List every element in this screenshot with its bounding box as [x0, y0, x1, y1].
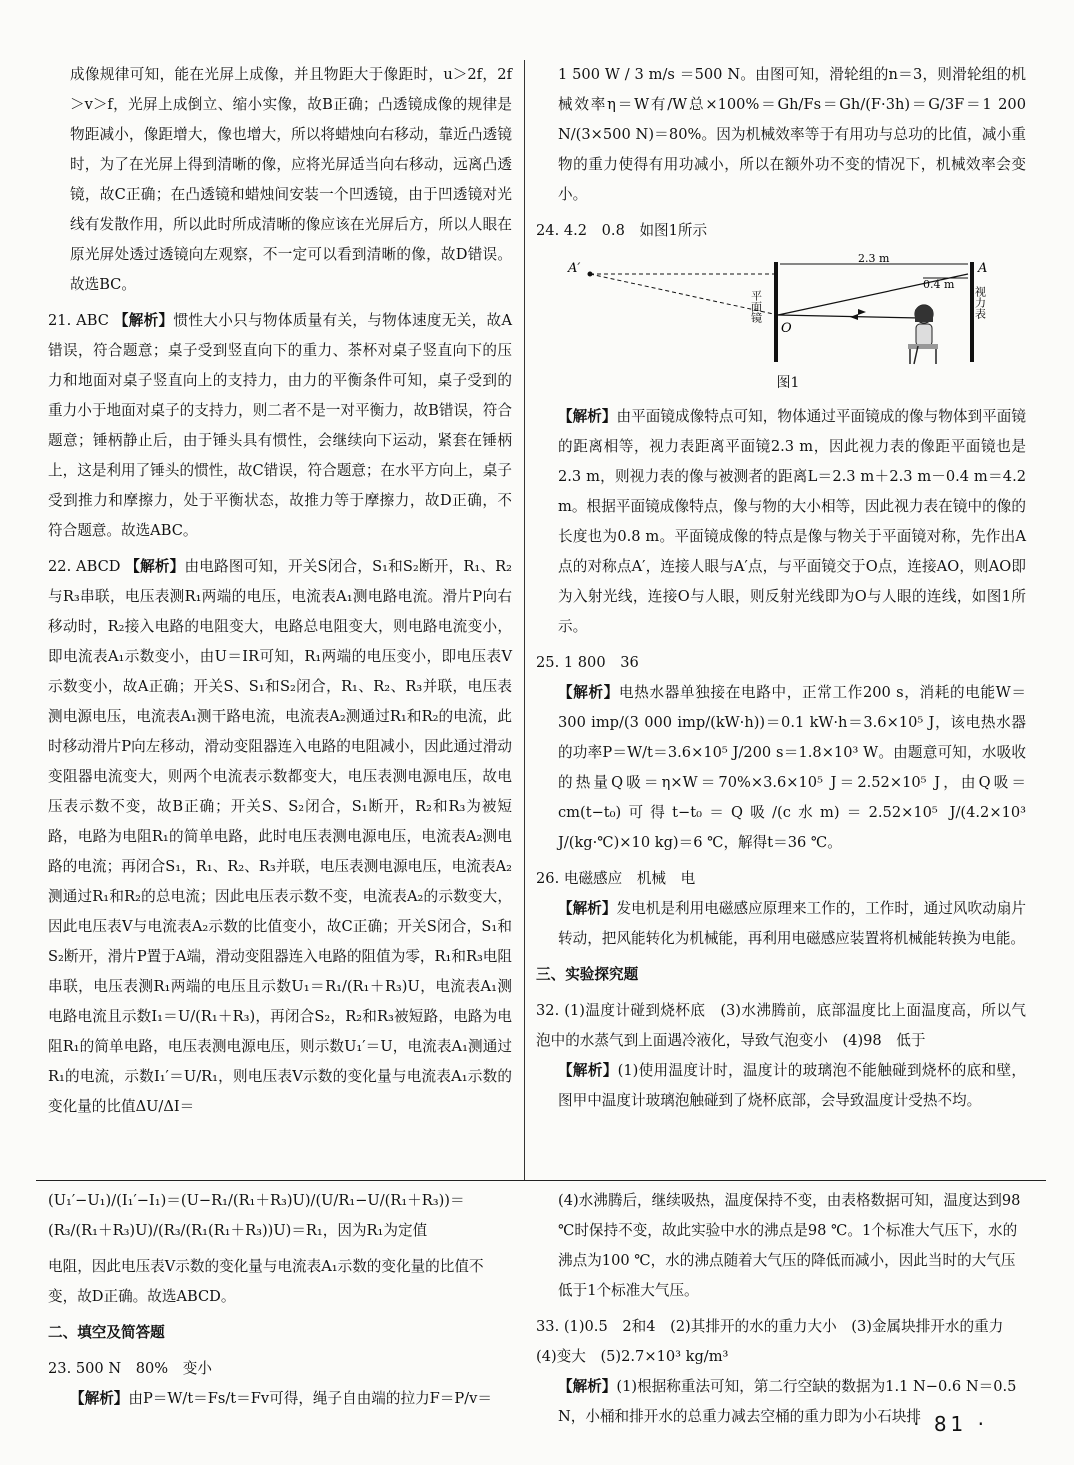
dim-2-3m: 2.3 m — [858, 252, 890, 265]
q26-analysis-text: 发电机是利用电磁感应原理来工作的，工作时，通过风吹动扇片转动，把风能转化为机械能，再利用电磁感应装置将机械能转换为电能。 — [558, 900, 1026, 947]
q22-conclusion: 电阻，因此电压表V示数的变化量与电流表A₁示数的变化量的比值不变，故D正确。故选ABCD。 — [48, 1258, 484, 1305]
q22-number: 22. ABCD — [48, 558, 121, 575]
label-a: A — [978, 261, 988, 276]
label-a-prime: A′ — [568, 261, 581, 276]
label-o: O — [781, 321, 792, 336]
q25-analysis-label: 【解析】 — [558, 684, 619, 701]
q33-analysis-text: (1)根据称重法可知，第二行空缺的数据为1.1 N−0.6 N＝0.5 N，小桶和排开水的总重力减去空桶的重力即为小石块排 — [558, 1378, 1017, 1425]
q22-analysis-label: 【解析】 — [125, 558, 185, 575]
label-chart: 视力表 — [973, 286, 987, 319]
horizontal-divider — [36, 1180, 1046, 1181]
q25-analysis — [536, 678, 1026, 858]
q23-analysis-text: 由P＝W/t＝Fs/t＝Fv可得，绳子自由端的拉力F＝P/v＝ — [128, 1390, 492, 1407]
left-column — [48, 60, 512, 1128]
q21-analysis-text: 惯性大小只与物体质量有关，与物体速度无关，故A错误，符合题意；桌子受到竖直向下的重力、茶杯对桌子竖直向下的压力和地面对桌子竖直向上的支持力，由力的平衡条件可知，桌子受到的重力小于地面对桌子的支持力，则二者不是一对平衡力，故B错误，符合题意；锤柄静止后，由于锤头具有惯性，会继续向下运动，紧套在锤柄上，这是利用了锤头的惯性，故C错误，符合题意；在水平方向上，桌子受到推力和摩擦力，处于平衡状态，故推力等于摩擦力，故D正确，不符合题意。故选ABC。 — [48, 312, 512, 539]
q32-answer: 32. (1)温度计碰到烧杯底 (3)水沸腾前，底部温度比上面温度高，所以气泡中的水蒸气到上面遇冷液化，导致气泡变小 (4)98 低于 — [536, 1002, 1026, 1049]
section-3-heading: 三、实验探究题 — [536, 966, 639, 983]
q26-analysis-label: 【解析】 — [558, 900, 617, 917]
person-seated-illustration — [908, 305, 938, 364]
q32-analysis — [536, 1056, 1026, 1116]
right-column — [536, 60, 1026, 1122]
figure-caption: 图1 — [776, 375, 800, 391]
q32-analysis-text: (1)使用温度计时，温度计的玻璃泡不能触碰到烧杯的底和壁，图甲中温度计玻璃泡触碰到了烧杯底部，会导致温度计受热不均。 — [558, 1062, 1026, 1109]
figure-1-mirror-diagram — [558, 252, 1018, 398]
q23-analysis — [48, 1384, 512, 1414]
plane-mirror — [774, 262, 778, 362]
incident-ray — [778, 274, 968, 315]
bottom-left-block — [48, 1186, 512, 1420]
q24-answer: 24. 4.2 0.8 如图1所示 — [536, 222, 708, 239]
q21-answer — [48, 306, 512, 546]
dim-0-4m: 0.4 m — [923, 278, 955, 291]
q25-analysis-text: 电热水器单独接在电路中，正常工作200 s，消耗的电能W＝300 imp/(3 000 imp/(kW·h))＝0.1 kW·h＝3.6×10⁵ J，该电热水器的功率P＝W/t＝3.6×10⁵ J/200 s＝1.8×10³ W。由题意可知，水吸收的热量Q吸＝η×W＝70%×3.6×10⁵ J＝2.52×10⁵ J，由Q吸＝cm(t−t₀)可得t−t₀＝Q吸/(c水m)＝2.52×10⁵ J/(4.2×10³ J/(kg·℃)×10 kg)＝6 ℃，解得t＝36 ℃。 — [558, 684, 1026, 851]
arrow-reflected — [850, 314, 858, 320]
reflected-ray — [778, 315, 920, 318]
q22-formula: (U₁′−U₁)/(I₁′−I₁)＝(U−R₁/(R₁＋R₃)U)/(U/R₁−U/(R₁＋R₃))＝(R₃/(R₁＋R₃)U)/(R₃/(R₁(R₁＋R₃))U)＝R₁，因为R₁为定值 — [48, 1192, 465, 1239]
q26-answer: 26. 电磁感应 机械 电 — [536, 870, 696, 887]
q21-number: 21. ABC — [48, 312, 109, 329]
column-divider — [524, 60, 525, 1180]
q24-analysis-text: 由平面镜成像特点可知，物体通过平面镜成的像与物体到平面镜的距离相等，视力表距离平面镜2.3 m，因此视力表的像距平面镜也是2.3 m，则视力表的像与被测者的距离L＝2.3 m＋2.3 m－0.4 m＝4.2 m。根据平面镜成像特点，像与物的大小相等，因此视力表在镜中的像的长度也为0.8 m。平面镜成像的特点是像与物关于平面镜对称，先作出A点的对称点A′，连接人眼与A′点，与平面镜交于O点，连接AO，则AO即为入射光线，连接O与人眼，则反射光线即为O与人眼的连线，如图1所示。 — [558, 408, 1026, 635]
label-mirror: 平面镜 — [749, 290, 763, 323]
page-number: · 81 · — [913, 1412, 988, 1436]
q20-continued: 成像规律可知，能在光屏上成像，并且物距大于像距时，u＞2f，2f＞v＞f，光屏上成倒立、缩小实像，故B正确；凸透镜成像的规律是物距减小，像距增大，像也增大，所以将蜡烛向右移动，靠近凸透镜时，为了在光屏上得到清晰的像，应将光屏适当向右移动，远离凸透镜，故C正确；在凸透镜和蜡烛间安装一个凹透镜，由于凹透镜对光线有发散作用，所以此时所成清晰的像应该在光屏后方，所以人眼在原光屏处透过透镜向左观察，不一定可以看到清晰的像，故D错误。故选BC。 — [70, 66, 512, 293]
q33-answer: 33. (1)0.5 2和4 (2)其排开的水的重力大小 (3)金属块排开水的重力 (4)变大 (5)2.7×10³ kg/m³ — [536, 1318, 1018, 1365]
q33-analysis-label: 【解析】 — [558, 1378, 617, 1395]
q32-continued: (4)水沸腾后，继续吸热，温度保持不变，由表格数据可知，温度达到98 ℃时保持不变，故此实验中水的沸点是98 ℃。1个标准大气压下，水的沸点为100 ℃，水的沸点随着大气压的降低而减小，因此当时的大气压低于1个标准大气压。 — [558, 1192, 1021, 1299]
q21-analysis-label: 【解析】 — [113, 312, 174, 329]
q23-answer: 23. 500 N 80% 变小 — [48, 1360, 212, 1377]
arrow-incident — [858, 309, 866, 315]
q22-analysis-text: 由电路图可知，开关S闭合，S₁和S₂断开，R₁、R₂与R₃串联，电压表测R₁两端的电压，电流表A₁测电路电流。滑片P向右移动时，R₂接入电路的电阻变大，电路总电阻变大，则电路电流变小，即电流表A₁示数变小，由U＝IR可知，R₁两端的电压变小，即电压表V示数变小，故A正确；开关S、S₁和S₂闭合，R₁、R₂、R₃并联，电压表测电源电压，电流表A₁测干路电流，电流表A₂测通过R₁和R₂的电流，此时移动滑片P向左移动，滑动变阻器连入电路的电阻减小，因此通过滑动变阻器电流变大，则两个电流表示数都变大，电压表测电源电压，故电压表示数不变，故B正确；开关S、S₂闭合，S₁断开，R₂和R₃为被短路，电路为电阻R₁的简单电路，此时电压表测电源电压，电流表A₂测电路的电流；再闭合S₁，R₁、R₂、R₃并联，电压表测电源电压，电流表A₂测通过R₁和R₂的总电流；因此电压表示数不变，电流表A₂的示数变大，因此电压表V与电流表A₂示数的比值变小，故C正确；开关S闭合，S₁和S₂断开，滑片P置于A端，滑动变阻器连入电路的阻值为零，R₁和R₃电阻串联，电压表测R₁两端的电压且示数U₁＝R₁/(R₁＋R₃)U，电流表A₁测电路电流且示数I₁＝U/(R₁＋R₃)，再闭合S₂，R₂和R₃被短路，电路为电阻R₁的简单电路，电压表测电源电压，则示数U₁′＝U，电流表A₁测通过R₁的电流，示数I₁′＝U/R₁，则电压表V示数的变化量与电流表A₁示数的变化量的比值ΔU/ΔI＝ — [48, 558, 513, 1115]
section-2-heading: 二、填空及简答题 — [48, 1324, 165, 1341]
q22-answer — [48, 552, 512, 1122]
bottom-right-block — [536, 1186, 1026, 1438]
q23-analysis-label: 【解析】 — [70, 1390, 129, 1407]
q23-continued: 1 500 W / 3 m/s ＝500 N。由图可知，滑轮组的n＝3，则滑轮组的机械效率η＝W有/W总×100%＝Gh/Fs＝Gh/(F·3h)＝G/3F＝1 200 N/(3×500 N)＝80%。因为机械效率等于有用功与总功的比值，减小重物的重力使得有用功减小，所以在额外功不变的情况下，机械效率会变小。 — [558, 66, 1026, 203]
q25-answer: 25. 1 800 36 — [536, 654, 639, 671]
q26-analysis — [536, 894, 1026, 954]
q24-analysis — [536, 402, 1026, 642]
mirror-diagram-svg — [558, 252, 998, 372]
q24-analysis-label: 【解析】 — [558, 408, 617, 425]
q32-analysis-label: 【解析】 — [558, 1062, 618, 1079]
